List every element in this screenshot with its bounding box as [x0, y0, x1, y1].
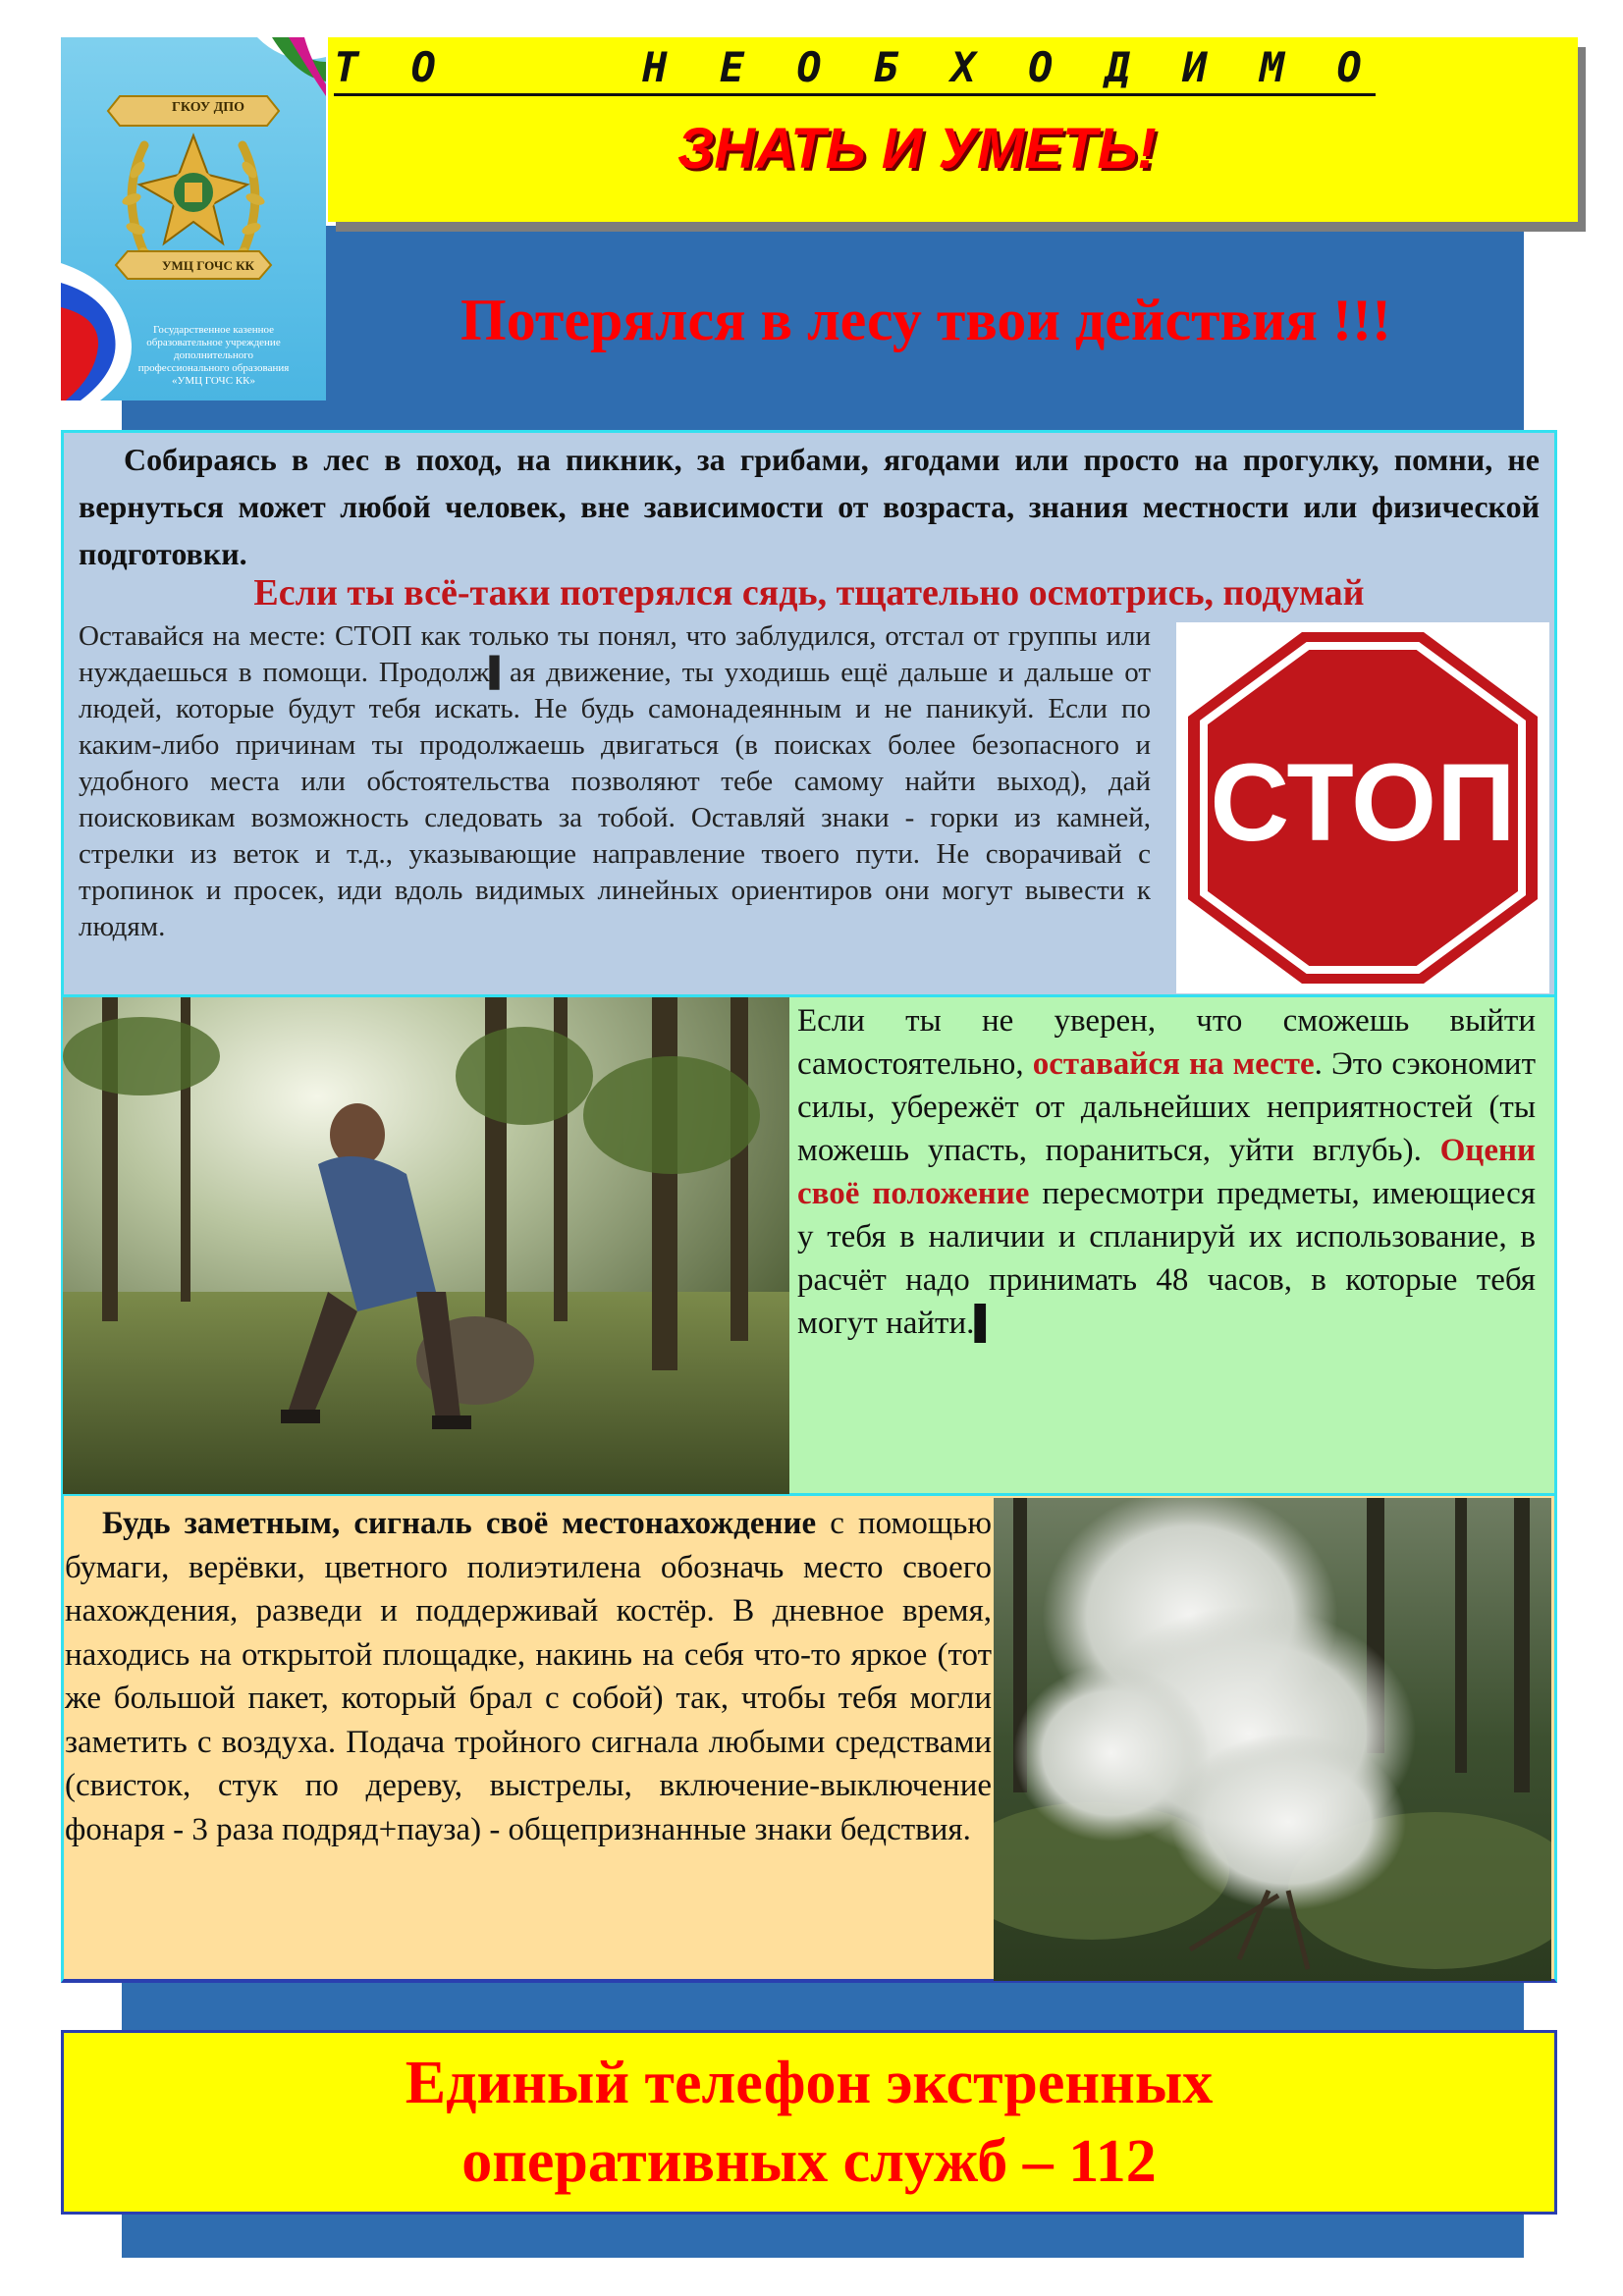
section2-text [797, 999, 1536, 1345]
section3-bold-lead: Будь заметным, сигналь своё местонахождение [102, 1506, 817, 1541]
sitting-man-forest-photo [63, 997, 789, 1494]
stop-sign-image [1176, 622, 1549, 993]
stop-sign-label: СТОП [1210, 741, 1516, 864]
section1-body: Оставайся на месте: СТОП как только ты понял, что заблудился, отстал от группы или нуждаешься в помощи. Продолж▌ая движение, ты уходишь ещё дальше и дальше от людей, которые будут тебя искать. Не будь самонадеянным и не паникуй. Если по каким-либо причинам ты продолжаешь двигаться (в поисках более безопасного и удобного места или обстоятельства позволяют тебе самому найти выход), дай поисковикам возможность следовать за тобой. Оставляй знаки - горки из камней, стрелки из веток и т.д., указывающие направление твоего пути. Не сворачивай с тропинок и просек, иди вдоль видимых линейных ориентиров они могут вывести к людям. [79, 620, 1151, 942]
section2-highlight-stay: оставайся на месте [1032, 1046, 1315, 1082]
section1-subtitle: Если ты всё-таки потерялся сядь, тщательно осмотрись, подумай [253, 572, 1365, 614]
section2-highlight-assess: Оцени своё положение [797, 1133, 1536, 1211]
section2-text-b: . Это сэкономит силы, убережёт от дальнейших неприятностей (ты можешь упасть, пораниться, уйти вглубь). [797, 1046, 1536, 1168]
emergency-phone-text: Единый телефон экстренных оперативных служб – 112 [405, 2050, 1214, 2195]
header-line2: ЗНАТЬ И УМЕТЬ! [677, 117, 1157, 181]
section1-intro: Собираясь в лес в поход, на пикник, за грибами, ягодами или просто на прогулку, помни, не вернуться может любой человек, вне зависимости от возраста, знания местности или физической подготовки. [79, 442, 1540, 571]
smoke-signal-forest-photo [994, 1498, 1551, 1981]
stop-sign-icon [1176, 622, 1549, 993]
logo-caption: Государственное казенное образовательное учреждение дополнительного профессионального образования «УМЦ ГОЧС КК» [137, 324, 290, 387]
page-title: Потерялся в лесу твои действия !!! [460, 288, 1391, 352]
org-logo [61, 37, 326, 400]
section2-text-c: пересмотри предметы, имеющиеся у тебя в наличии и спланируй их использование, в расчёт надо принимать 48 часов, в которые тебя могут найти.▌ [797, 1176, 1536, 1341]
header-line1: Т О Н Е О Б Х О Д И М О [334, 43, 1376, 96]
section3-text [65, 1502, 992, 1851]
logo-ribbon-bottom-text: УМЦ ГОЧС КК [162, 258, 254, 273]
section3-body: с помощью бумаги, верёвки, цветного полиэтилена обозначь место своего нахождения, разведи и поддерживай костёр. В дневное время, находись на открытой площадке, накинь на себя что-то яркое (тот же большой пакет, который брал с собой) так, чтобы тебя могли заметить с воздуха. Подача тройного сигнала любыми средствами (свисток, стук по дереву, выстрелы, включение-выключение фонаря - 3 раза подряд+пауза) - общепризнанные знаки бедствия. [65, 1506, 992, 1847]
section2-text-a: Если ты не уверен, что сможешь выйти самостоятельно, [797, 1003, 1536, 1082]
logo-ribbon-top-text: ГКОУ ДПО [172, 100, 244, 115]
